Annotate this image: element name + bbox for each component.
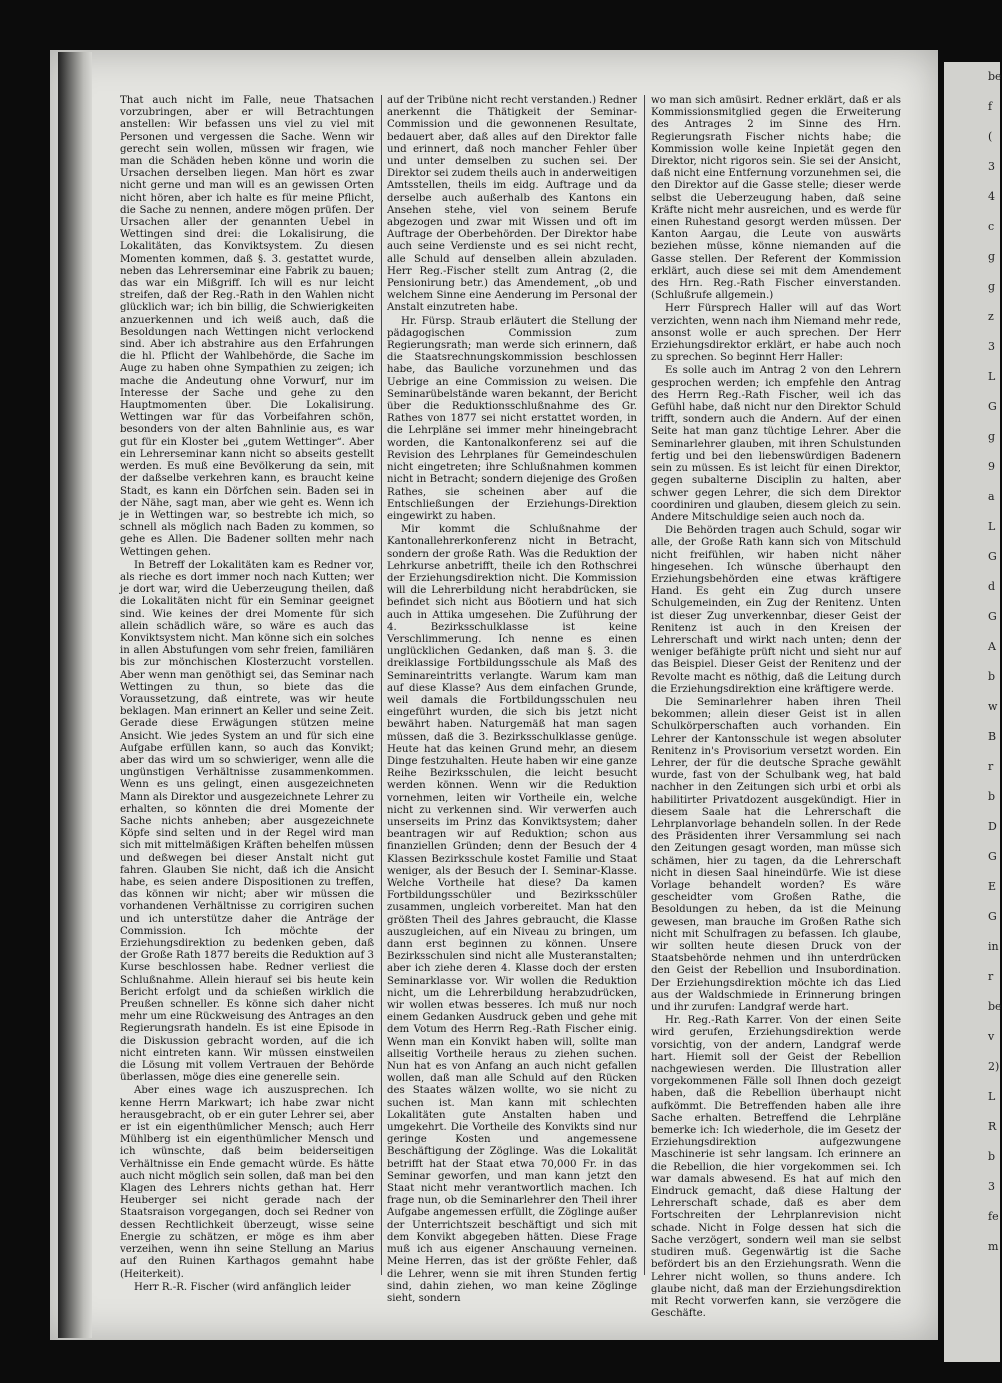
cut-off-text-fragment: b	[988, 790, 996, 803]
cut-off-text-fragment: 3	[988, 160, 995, 173]
cut-off-text-fragment: (	[988, 130, 993, 143]
paragraph: In Betreff der Lokalitäten kam es Redner vor, als rieche es dort immer noch nach Kutten; wer je dort war, wird die Ueberzeugung theilen, daß die Lokalitäten nicht für ein Seminar geeignet sind. Wie keines der drei Momente für sich allein schädlich wäre, so wäre es auch das Konviktsystem nicht. Man könne sich ein solches in allen Abstufungen vom sehr freien, familiären bis zur mönchischen Klosterzucht vorstellen. Aber wenn man genöthigt sei, das Seminar nach Wettingen zu thun, so biete das die Voraussetzung, daß eintrete, was wir heute beklagen. Man erinnert an Keller und seine Zeit. Gerade diese Erwägungen stützen meine Ansicht. Wie jedes System an und für sich eine Aufgabe erfüllen kann, so auch das Konvikt; aber das wird um so schwieriger, wenn alle die ungünstigen Verhältnisse zusammenkommen. Wenn es uns gelingt, einen ausgezeichneten Mann als Direktor und ausgezeichnete Lehrer zu erhalten, so könnten die drei Momente der Sache nichts anheben; aber ausgezeichnete Köpfe sind selten und in der Regel wird man sich mit mittelmäßigen Kräften behelfen müssen und deßwegen bei dieser Anstalt nicht gut fahren. Glauben Sie nicht, daß ich die Ansicht habe, es seien andere Dispositionen zu treffen, das können wir nicht; aber wir müssen die vorhandenen Verhältnisse zu corrigiren suchen und ich unterstütze daher die Anträge der Commission. Ich möchte der Erziehungsdirektion zu bedenken geben, daß der Große Rath 1877 bereits die Reduktion auf 3 Kurse beschlossen habe. Redner verliest die Schlußnahme. Allein hierauf sei bis heute kein Bericht erfolgt und da schießen wirklich die Preußen schneller. Es könne sich daher nicht mehr um eine Rückweisung des Antrages an den Regierungsrath handeln. Es ist eine Episode in die Diskussion gebracht worden, auf die ich nicht eintreten kann. Wir müssen einstweilen die Lösung mit vollem Vertrauen der Behörde überlassen, möge dies eine generelle sein.	[120, 559, 374, 1084]
cut-off-text-fragment: B	[988, 730, 997, 743]
cut-off-text-fragment: E	[988, 880, 997, 893]
cut-off-text-fragment: D	[988, 820, 997, 833]
column-rule-1	[381, 95, 382, 1275]
paragraph: Herr R.-R. Fischer (wird anfänglich leider	[134, 1281, 351, 1293]
paragraph: auf der Tribüne nicht recht verstanden.) Redner anerkennt die Thätigkeit der Seminar-Commission und die gewonnenen Resultate, bedauert aber, daß alles auf den Direktor falle und erinnert, daß noch mancher Fehler über und unter demselben zu suchen sei. Der Direktor sei zudem theils auch in anderweitigen Amtsstellen, theils im eidg. Auftrage und da derselbe auch außerhalb des Kantons ein Ansehen stehe, viel von seinem Berufe abgezogen und zwar mit Wissen und oft im Auftrage der Oberbehörden. Der Direktor habe auch seine Verdienste und es sei nicht recht, alle Schuld auf denselben allein abzuladen. Herr Reg.-Fischer stellt zum Antrag (2, die Pensionirung betr.) das Amendement, „ob und welchem Sinne eine Aenderung im Personal der Anstalt einzutreten habe.	[387, 95, 637, 314]
cut-off-text-fragment: z	[988, 310, 994, 323]
cut-off-text-fragment: 3	[988, 340, 995, 353]
cut-off-text-fragment: L	[988, 520, 996, 533]
cut-off-text-fragment: G	[988, 850, 997, 863]
paragraph: Hr. Fürsp. Straub erläutert die Stellung der pädagogischen Commission zum Regierungsrath; man werde sich erinnern, daß die Staatsrechnungskommission beschlossen habe, das Bauliche vorzunehmen und das Uebrige an eine Commission zu weisen. Die Seminarübelstände waren bekannt, der Bericht über die Reduktionsschlußnahme des Gr. Rathes von 1877 sei nicht erstattet worden, in die Lehrpläne sei immer mehr hineingebracht worden, die Kantonalkonferenz sei auf die Revision des Lehrplanes für Gemeindeschulen nicht eingetreten; ihre Schlußnahmen kommen nicht in Betracht; sondern diejenige des Großen Rathes, sie scheinen aber auf die Entschließungen der Erziehungs-Direktion eingewirkt zu haben.	[387, 315, 637, 522]
cut-off-text-fragment: G	[988, 400, 997, 413]
cut-off-text-fragment: R	[988, 1120, 997, 1133]
cut-off-text-fragment: w	[988, 700, 998, 713]
cut-off-text-fragment: be	[988, 70, 1002, 83]
paragraph: Herr Fürsprech Haller will auf das Wort verzichten, wenn nach ihm Niemand mehr rede, ansonst wolle er auch sprechen. Der Herr Erziehungsdirektor erklärt, er habe auch noch zu sprechen. So beginnt Herr Haller:	[651, 303, 901, 364]
adjacent-page-edge	[944, 62, 1000, 1362]
cut-off-text-fragment: L	[988, 370, 996, 383]
cut-off-text-fragment: b	[988, 670, 996, 683]
cut-off-text-fragment: G	[988, 910, 997, 923]
cut-off-text-fragment: g	[988, 250, 996, 263]
cut-off-text-fragment: g	[988, 430, 996, 443]
paragraph: Hr. Reg.-Rath Karrer. Von der einen Seite wird gerufen, Erziehungsdirektion werde vorsichtig, von der andern, Landgraf werde hart. Hiemit soll der Geist der Rebellion nachgewiesen werden. Die Illustration aller vorgekommenen Fälle soll Ihnen doch gezeigt haben, daß die Rebellion überhaupt nicht aufkömmt. Die Betreffenden haben alle ihre Sache erhalten. Betreffend die Lehrpläne bemerke ich: Ich wiederhole, die im Gesetz der Erziehungsdirektion aufgezwungene Maschinerie ist sehr langsam. Ich erinnere an die Rebellion, die hier vorgekommen sei. Ich war damals abwesend. Es hat auf mich den Eindruck gemacht, daß diese Haltung der Lehrerschaft schade, daß es aber dem Fortschreiten der Lehrplanrevision nicht schade. Nicht in Folge dessen hat sich die Sache verzögert, sondern weil man sie selbst studiren muß. Gegenwärtig ist die Sache befördert bis an den Erziehungsrath. Wenn die Lehrer nicht wollen, so thuns andere. Ich glaube nicht, daß man der Erziehungsdirektion mit Recht vorwerfen kann, sie verzögere die Geschäfte.	[651, 1015, 901, 1320]
paragraph: Aber eines wage ich auszusprechen. Ich kenne Herrn Markwart; ich habe zwar nicht herausgebracht, ob er ein guter Lehrer sei, aber er ist ein eigenthümlicher Mensch; auch Herr Mühlberg ist ein eigenthümlicher Mensch und ich wünschte, daß beim beiderseitigen Verhältnisse ein Ende gemacht würde. Es hätte auch nicht möglich sein sollen, daß man bei den Klagen des Lehrers nichts gethan hat. Herr Heuberger sei nicht gerade nach der Staatsraison vorgegangen, doch sei Redner von dessen Rechtlichkeit überzeugt, wisse seine Energie zu schätzen, er möge es ihm aber verzeihen, wenn ihn seine Stellung an Marius auf den Ruinen Karthagos gemahnt habe (Heiterkeit).	[120, 1085, 374, 1280]
cut-off-text-fragment: A	[988, 640, 996, 653]
text-column-2	[387, 95, 637, 1304]
cut-off-text-fragment: fe	[988, 1210, 999, 1223]
cut-off-text-fragment: b	[988, 1150, 996, 1163]
cut-off-text-fragment: a	[988, 490, 995, 503]
cut-off-text-fragment: r	[988, 970, 994, 983]
cut-off-text-fragment: 4	[988, 190, 995, 203]
cut-off-text-fragment: c	[988, 220, 995, 233]
cut-off-text-fragment: 3	[988, 1180, 995, 1193]
cut-off-text-fragment: G	[988, 550, 997, 563]
cut-off-text-fragment: v	[988, 1030, 995, 1043]
paragraph: Die Behörden tragen auch Schuld, sogar wir alle, der Große Rath kann sich von Mitschuld nicht freifühlen, wir haben nicht näher hingesehen. Ich wünsche überhaupt den Erziehungsbehörden eine etwas kräftigere Hand. Es geht ein Zug durch unsere Schulgemeinden, ein Zug der Renitenz. Unten ist dieser Zug unverkennbar, dieser Geist der Renitenz ist auch in den Kreisen der Lehrerschaft und wirkt nach unten; denn der weniger befähigte prüft nicht und sieht nur auf das Beispiel. Dieser Geist der Renitenz und der Revolte macht es nöthig, daß die Leitung durch die Erziehungsdirektion eine kräftigere werde.	[651, 525, 901, 695]
column-rule-2	[644, 95, 645, 1275]
cut-off-text-fragment: g	[988, 280, 996, 293]
cut-off-text-fragment: f	[988, 100, 993, 113]
paragraph: wo man sich amüsirt. Redner erklärt, daß er als Kommissionsmitglied gegen die Erweiterung des Antrages 2 im Sinne des Hrn. Regierungsrath Fischer nichts habe; die Kommission wolle keine Inpietät gegen den Direktor, nicht rigoros sein. Sie sei der Ansicht, daß nicht eine Entfernung vorzunehmen sei, die den Direktor auf die Gasse stelle; dieser werde selbst die Ueberzeugung haben, daß seine Kräfte nicht mehr ausreichen, und es werde für einen Ruhestand gesorgt werden müssen. Der Kanton Aargau, die Leute von auswärts beziehen müsse, könne niemanden auf die Gasse stellen. Der Referent der Kommission erklärt, auch diese sei mit dem Amendement des Hrn. Reg.-Rath Fischer einverstanden. (Schlußrufe allgemein.)	[651, 95, 901, 302]
cut-off-text-fragment: r	[988, 760, 994, 773]
cut-off-text-fragment: d	[988, 580, 996, 593]
cut-off-text-fragment: 9	[988, 460, 995, 473]
cut-off-text-fragment: be	[988, 1000, 1002, 1013]
paragraph: That auch nicht im Falle, neue Thatsachen vorzubringen, aber er will Betrachtungen anstellen: Wir befassen uns viel zu viel mit Personen und vergessen die Sache. Wenn wir gerecht sein wollen, müssen wir fragen, wie man die Schäden heben könne und worin die Ursachen derselben liegen. Man hört es zwar nicht gerne und man will es an gewissen Orten nicht hören, aber ich halte es für meine Pflicht, die Sache zu nennen, andere mögen prüfen. Der Ursachen aller der genannten Uebel in Wettingen sind drei: die Lokalisirung, die Lokalitäten, das Konviktsystem. Zu diesen Momenten kommen, daß §. 3. gestattet wurde, neben das Lehrerseminar eine Fabrik zu bauen; das war ein Mißgriff. Ich will es nur leicht streifen, daß der Reg.-Rath in den Wahlen nicht glücklich war; ich bin billig, die Schwierigkeiten anzuerkennen und ich weiß auch, daß die Besoldungen nach Wettingen nicht verlockend sind. Aber ich abstrahire aus den Erfahrungen die hl. Pflicht der Wahlbehörde, die Sache im Auge zu haben ohne Sympathien zu zeigen; ich mache die Andeutung ohne Vorwurf, nur im Interesse der Sache und gehe zu den Hauptmomenten über. Die Lokalisirung. Wettingen war für das Vorbeifahren schön, besonders von der alten Bahnlinie aus, es war gut für ein Kloster bei „gutem Wettinger“. Aber ein Lehrerseminar kann nicht so abseits gestellt werden. Es muß eine Bevölkerung da sein, mit der daßselbe verkehren kann, es braucht keine Stadt, es kann ein Dörfchen sein. Baden sei in der Nähe, sagt man, aber wie geht es. Wenn ich je in Wettingen war, so bestrebte ich mich, so schnell als möglich nach Baden zu kommen, so gehe es Allen. Die Badener sollten mehr nach Wettingen gehen.	[120, 95, 374, 558]
cut-off-text-fragment: G	[988, 610, 997, 623]
cut-off-text-fragment: L	[988, 1090, 996, 1103]
cut-off-text-fragment: 2)	[988, 1060, 1000, 1073]
cut-off-text-fragment: in	[988, 940, 999, 953]
paragraph: Die Seminarlehrer haben ihren Theil bekommen; allein dieser Geist ist in allen Schulkörperschaften auch vorhanden. Ein Lehrer der Kantonsschule ist wegen absoluter Renitenz in's Provisorium versetzt worden. Ein Lehrer, der für die deutsche Sprache gewählt wurde, fast von der Schulbank weg, hat bald nachher in den Zeitungen sich urbi et orbi als habilitirter Privatdozent ausgekündigt. Hier in diesem Saale hat die Lehrerschaft die Lehrplanvorlage behandeln sollen. In der Rede des Präsidenten ihrer Versammlung sei nach den Zeitungen gesagt worden, man müsse sich schämen, hier zu tagen, da die Lehrerschaft nicht in diesen Saal hineindürfe. Wie ist diese Vorlage behandelt worden? Es wäre gescheidter vom Großen Rathe, die Besoldungen zu heben, da ist die Meinung gewesen, man brauche im Großen Rathe sich nicht mit Schulfragen zu befassen. Ich glaube, wir sollten heute diesen Druck von der Staatsbehörde nehmen und ihn unterdrücken den Geist der Rebellion und Insubordination. Der Erziehungsdirektion möchte ich das Lied aus der Waldschmiede in Erinnerung bringen und ihr zurufen: Landgraf werde hart.	[651, 696, 901, 1014]
page-binding-shadow	[58, 52, 92, 1338]
cut-off-text-fragment: m	[988, 1240, 999, 1253]
paragraph: Mir kommt die Schlußnahme der Kantonallehrerkonferenz nicht in Betracht, sondern der große Rath. Was die Reduktion der Lehrkurse anbetrifft, theile ich den Rothschrei der Erziehungsdirektion nicht. Die Kommission will die Lehrerbildung nicht herabdrücken, sie befindet sich nicht aus Böotiern und hat sich auch in Attika umgesehen. Die Zuführung der 4. Bezirksschulklasse ist keine Verschlimmerung. Ich nenne es einen unglücklichen Gedanken, daß man §. 3. die dreiklassige Fortbildungsschule als Maß des Seminareintritts verlangte. Warum kam man auf diese Klasse? Aus dem einfachen Grunde, weil damals die Fortbildungsschulen neu eingeführt wurden, die sich bis jetzt nicht bewährt haben. Naturgemäß hat man sagen müssen, daß die 3. Bezirksschulklasse genüge. Heute hat das keinen Grund mehr, an diesem Dinge festzuhalten. Heute haben wir eine ganze Reihe Bezirksschulen, die leicht besucht werden können. Wenn wir die Reduktion vornehmen, leiten wir Vortheile ein, welche nicht zu verkennen sind. Wir verwerfen auch unserseits im Prinz das Konviktsystem; daher beantragen wir auf Reduktion; schon aus finanziellen Gründen; denn der Besuch der 4 Klassen Bezirksschule kostet Familie und Staat weniger, als der Besuch der I. Seminar-Klasse. Welche Vortheile hat diese? Da kamen Fortbildungsschüler und Bezirksschüler zusammen, ungleich vorbereitet. Man hat den größten Theil des Jahres gebraucht, die Klasse auszugleichen, auf ein Niveau zu bringen, um dann erst beginnen zu können. Unsere Bezirksschulen sind nicht alle Musteranstalten; aber ich ziehe deren 4. Klasse doch der ersten Seminarklasse vor. Wir wollen die Reduktion nicht, um die Lehrerbildung herabzudrücken, wir wollen etwas besseres. Ich muß nur noch einem Gedanken Ausdruck geben und gehe mit dem Votum des Herrn Reg.-Rath Fischer einig. Wenn man ein Konvikt haben will, sollte man allseitig Vortheile heraus zu ziehen suchen. Nun hat es von Anfang an auch nicht gefallen wollen, daß man alle Schuld auf den Rücken des Staates wälzen wollte, wo sie nicht zu suchen ist. Man kann mit schlechten Lokalitäten gute Anstalten haben und umgekehrt. Die Vortheile des Konvikts sind nur geringe Kosten und angemessene Beschäftigung der Zöglinge. Was die Lokalität betrifft hat der Staat etwa 70,000 Fr. in das Seminar geworfen, und man kann jetzt den Staat nicht mehr verantwortlich machen. Ich frage nun, ob die Seminarlehrer den Theil ihrer Aufgabe angemessen erfüllt, die Zöglinge außer der Unterrichtszeit beschäftigt und sich mit dem Konvikt abgegeben hätten. Diese Frage muß ich aus eigener Anschauung verneinen. Meine Herren, das ist der größte Fehler, daß die Lehrer, wenn sie mit ihren Stunden fertig sind, dahin ziehen, wo man keine Zöglinge sieht, sondern	[387, 524, 637, 1304]
paragraph: Es solle auch im Antrag 2 von den Lehrern gesprochen werden; ich empfehle den Antrag des Herrn Reg.-Rath Fischer, weil ich das Gefühl habe, daß nicht nur den Direktor Schuld trifft, sondern auch die Andern. Auf der einen Seite hat man ganz tüchtige Lehrer. Aber die Seminarlehrer glauben, mit ihren Schulstunden fertig und bei den liebenswürdigen Badenern sein zu müssen. Es ist leicht für einen Direktor, gegen subalterne Disciplin zu halten, aber schwer gegen Lehrer, die sich dem Direktor coordiniren und glauben, diesem gleich zu sein. Andere Mitschuldige seien auch noch da.	[651, 365, 901, 523]
text-column-3	[651, 95, 901, 1320]
text-column-1	[120, 95, 374, 1293]
